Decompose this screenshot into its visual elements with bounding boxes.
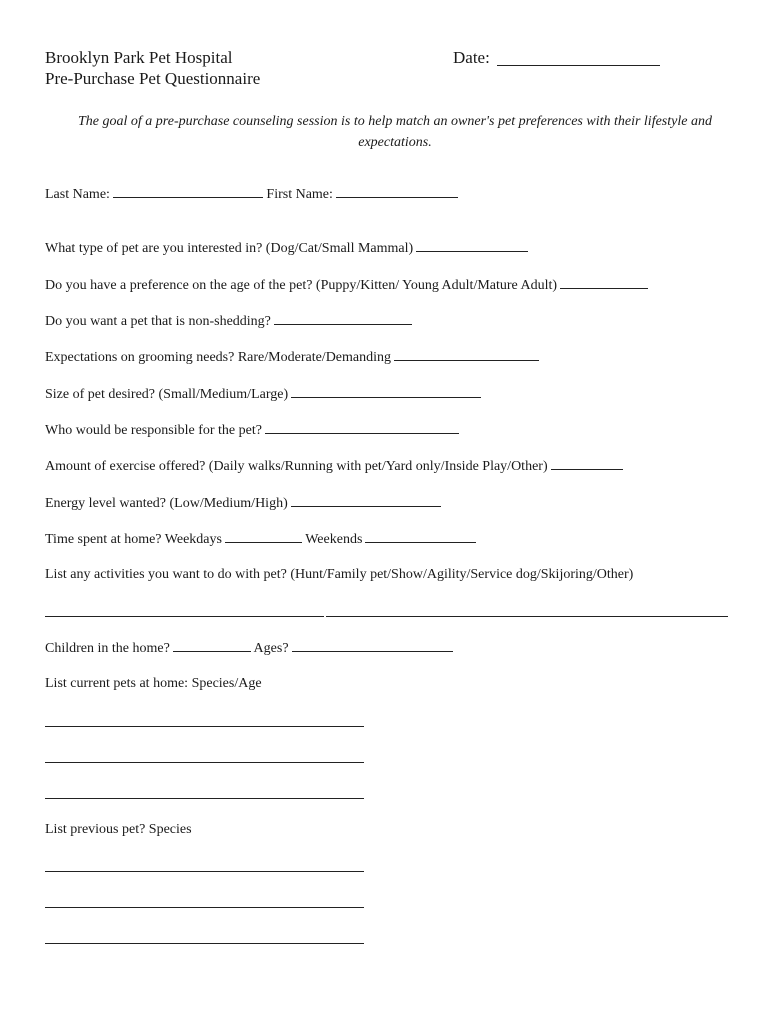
- children-label: Children in the home?: [45, 641, 170, 656]
- current-pets-line-1[interactable]: [45, 726, 364, 727]
- pet-type-field[interactable]: [416, 238, 528, 252]
- pet-type-question: What type of pet are you interested in? (Dog/Cat/Small Mammal): [45, 241, 414, 256]
- exercise-question: Amount of exercise offered? (Daily walks/Running with pet/Yard only/Inside Play/Other): [45, 459, 548, 474]
- size-row: [45, 384, 481, 402]
- last-name-field[interactable]: [113, 184, 263, 198]
- age-preference-question: Do you have a preference on the age of the pet? (Puppy/Kitten/ Young Adult/Mature Adult): [45, 278, 558, 293]
- non-shedding-row: [45, 311, 412, 329]
- exercise-row: [45, 456, 623, 474]
- responsible-field[interactable]: [265, 420, 459, 434]
- date-label: Date:: [453, 48, 490, 67]
- current-pets-line-2[interactable]: [45, 762, 364, 763]
- activities-question: List any activities you want to do with pet? (Hunt/Family pet/Show/Agility/Service dog/Skijoring/Other): [45, 567, 634, 582]
- name-row: [45, 184, 458, 202]
- grooming-field[interactable]: [394, 347, 539, 361]
- last-name-label: Last Name:: [45, 187, 110, 202]
- previous-pet-label: List previous pet? Species: [45, 822, 192, 837]
- ages-field[interactable]: [292, 638, 453, 652]
- date-field[interactable]: [497, 65, 660, 66]
- non-shedding-question: Do you want a pet that is non-shedding?: [45, 314, 271, 329]
- size-question: Size of pet desired? (Small/Medium/Large): [45, 387, 289, 402]
- first-name-field[interactable]: [336, 184, 458, 198]
- activities-field-2[interactable]: [326, 616, 728, 617]
- size-field[interactable]: [291, 384, 481, 398]
- children-row: [45, 638, 453, 656]
- intro-text: The goal of a pre-purchase counseling session is to help match an owner's pet preferences with their lifestyle and expectations.: [78, 114, 712, 150]
- children-field[interactable]: [173, 638, 251, 652]
- age-preference-field[interactable]: [560, 275, 648, 289]
- activities-field-1[interactable]: [45, 616, 324, 617]
- time-weekends-field[interactable]: [365, 529, 476, 543]
- exercise-field[interactable]: [551, 456, 623, 470]
- time-weekdays-label: Time spent at home? Weekdays: [45, 532, 222, 547]
- energy-field[interactable]: [291, 493, 441, 507]
- time-weekdays-field[interactable]: [225, 529, 302, 543]
- energy-row: [45, 493, 441, 511]
- grooming-row: [45, 347, 539, 365]
- age-preference-row: [45, 275, 648, 293]
- ages-label: Ages?: [253, 641, 289, 656]
- previous-pet-line-2[interactable]: [45, 907, 364, 908]
- grooming-question: Expectations on grooming needs? Rare/Moderate/Demanding: [45, 350, 392, 365]
- first-name-label: First Name:: [266, 187, 333, 202]
- pet-type-row: [45, 238, 528, 256]
- current-pets-line-3[interactable]: [45, 798, 364, 799]
- previous-pet-line-1[interactable]: [45, 871, 364, 872]
- time-at-home-row: [45, 529, 476, 547]
- energy-question: Energy level wanted? (Low/Medium/High): [45, 496, 288, 511]
- time-weekends-label: Weekends: [305, 532, 363, 547]
- previous-pet-line-3[interactable]: [45, 943, 364, 944]
- non-shedding-field[interactable]: [274, 311, 412, 325]
- responsible-question: Who would be responsible for the pet?: [45, 423, 262, 438]
- form-title: Pre-Purchase Pet Questionnaire: [45, 69, 261, 88]
- current-pets-label: List current pets at home: Species/Age: [45, 676, 262, 691]
- responsible-row: [45, 420, 459, 438]
- hospital-name: Brooklyn Park Pet Hospital: [45, 48, 233, 67]
